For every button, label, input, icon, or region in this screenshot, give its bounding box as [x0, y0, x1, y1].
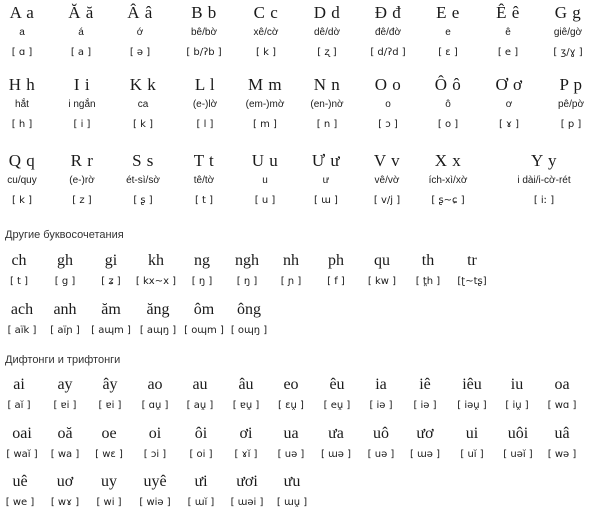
- letter: Ư ư: [311, 151, 341, 170]
- letter: X x: [434, 151, 462, 170]
- diphthong: uôi: [507, 425, 529, 442]
- letter-cell: [418, 150, 478, 208]
- letter-ipa: [ o ]: [437, 119, 459, 130]
- diphthong-cell: [2, 472, 38, 510]
- alphabet-row-1: [0, 2, 591, 72]
- diphthong: ươ: [416, 425, 434, 442]
- combinations-row-1: [0, 251, 591, 295]
- diphthong-ipa: [ ɛṷ ]: [278, 400, 304, 411]
- combination-cell: [134, 251, 178, 289]
- letter-name: (e-)rờ: [69, 175, 95, 186]
- letter-cell: [51, 2, 111, 60]
- letter-cell: [478, 2, 538, 60]
- letter-cell: [52, 74, 112, 132]
- letter-ipa: [ m ]: [253, 119, 277, 130]
- combination-ipa: [ t ]: [9, 276, 29, 287]
- diphthong-ipa: [ wɛ ]: [95, 449, 123, 460]
- combination-cell: [44, 300, 86, 338]
- diphthong-ipa: [ ɔi ]: [143, 449, 167, 460]
- combination: gh: [57, 252, 73, 269]
- letter-name: cu/quy: [7, 175, 37, 186]
- combination: anh: [53, 301, 77, 318]
- diphthong-cell: [542, 375, 582, 413]
- diphthong: ui: [465, 425, 479, 442]
- diphthong: ôi: [194, 425, 208, 442]
- letter: Ê ê: [496, 3, 520, 22]
- letter-ipa: [ z ]: [72, 195, 92, 206]
- diphthong: ưu: [283, 473, 301, 490]
- diphthong: eo: [283, 376, 299, 393]
- diphthong: oi: [148, 425, 162, 442]
- letter-ipa: [ n ]: [316, 119, 338, 130]
- diphthong-ipa: [ oi ]: [189, 449, 213, 460]
- alphabet-row-3: [0, 150, 591, 220]
- diphthong-cell: [316, 424, 356, 462]
- combination-ipa: [ aïk ]: [7, 325, 37, 336]
- letter-ipa: [ ʂ ]: [133, 195, 153, 206]
- letter-cell: [235, 74, 295, 132]
- diphthong: ươi: [236, 473, 258, 490]
- diphthong-cell: [136, 424, 174, 462]
- letter-ipa: [ ʐ ]: [317, 47, 337, 58]
- diphthong: oai: [12, 425, 32, 442]
- letter-cell: [113, 150, 173, 208]
- letter-ipa: [ ʒ/ɣ ]: [553, 47, 583, 58]
- diphthong: iêu: [462, 376, 482, 393]
- letter-cell: [358, 74, 418, 132]
- diphthong-ipa: [ uĭ ]: [460, 449, 484, 460]
- combination-cell: [134, 300, 182, 338]
- letter-name: á: [78, 27, 84, 38]
- letter-ipa: [ ɯ ]: [314, 195, 338, 206]
- diphthong-cell: [542, 424, 582, 462]
- combination-ipa: [ kw ]: [367, 276, 397, 287]
- diphthong-cell: [92, 375, 128, 413]
- letter-ipa: [ p ]: [560, 119, 582, 130]
- diphthong-cell: [498, 375, 536, 413]
- letter-ipa: [ i ]: [73, 119, 91, 130]
- diphthong: ia: [375, 376, 387, 393]
- letter-name: i ngắn: [68, 99, 96, 110]
- diphthong-cell: [361, 424, 401, 462]
- letter-cell: [52, 150, 112, 208]
- diphthong: ây: [102, 376, 118, 393]
- combination-ipa: [ ŋ ]: [191, 276, 213, 287]
- letter-cell: [236, 2, 296, 60]
- letter-name: ét-sì/sờ: [126, 175, 160, 186]
- diphthong-cell: [318, 375, 356, 413]
- combination: qu: [374, 252, 390, 269]
- letter-cell: [358, 2, 418, 60]
- letter-name: ích-xì/xờ: [428, 175, 468, 186]
- letter-name: (e-)lờ: [192, 99, 218, 110]
- letter-name: u: [262, 175, 268, 186]
- diphthong-cell: [452, 424, 492, 462]
- combination: ăng: [146, 301, 170, 318]
- combination-ipa: [ ʑ ]: [101, 276, 121, 287]
- diphthong-cell: [405, 424, 445, 462]
- diphthong-ipa: [ iə ]: [369, 400, 393, 411]
- diphthong: oă: [57, 425, 73, 442]
- diphthong-ipa: [ ɯṷ ]: [276, 497, 308, 508]
- letter-name: o: [385, 99, 391, 110]
- letter-cell: [113, 74, 173, 132]
- letter-name: dê/dờ: [313, 27, 341, 38]
- diphthong: oe: [101, 425, 117, 442]
- letter-ipa: [ ə ]: [129, 47, 151, 58]
- combination-ipa: [ f ]: [327, 276, 345, 287]
- combination-ipa: [ aɰŋ ]: [139, 325, 177, 336]
- combination: ch: [11, 252, 27, 269]
- diphthongs-row-1: [0, 375, 591, 419]
- diphthongs-heading: Дифтонги и трифтонги: [5, 354, 121, 366]
- diphthong-cell: [2, 375, 36, 413]
- combination: ôm: [193, 301, 215, 318]
- letter-ipa: [ b/ʔb ]: [186, 47, 222, 58]
- letter: Ơ ơ: [495, 75, 523, 94]
- letter: E e: [436, 3, 460, 22]
- letter: Â â: [127, 3, 153, 22]
- diphthong: ao: [147, 376, 163, 393]
- diphthong-ipa: [ ɐi ]: [98, 400, 122, 411]
- diphthong: uô: [373, 425, 389, 442]
- letter-ipa: [ k ]: [256, 47, 276, 58]
- diphthong-ipa: [ ɯəi ]: [230, 497, 264, 508]
- combination-ipa: [ t̪h ]: [415, 276, 441, 287]
- combination: ach: [10, 301, 34, 318]
- diphthong: âu: [238, 376, 254, 393]
- diphthong-ipa: [ waĭ ]: [6, 449, 38, 460]
- diphthong-cell: [406, 375, 444, 413]
- letter-name: ớ: [136, 27, 144, 38]
- diphthong-cell: [2, 424, 42, 462]
- letter-ipa: [ k ]: [133, 119, 153, 130]
- diphthong: uyê: [143, 473, 167, 490]
- diphthong-ipa: [ aĭ ]: [7, 400, 31, 411]
- letter-ipa: [ v/j ]: [373, 195, 401, 206]
- letter-cell: [418, 2, 478, 60]
- alphabet-row-2: [0, 74, 591, 144]
- diphthong: au: [192, 376, 208, 393]
- diphthong-ipa: [ eṷ ]: [323, 400, 351, 411]
- letter-name: hắt: [15, 99, 29, 110]
- diphthong-cell: [136, 375, 174, 413]
- diphthong-ipa: [ uə ]: [277, 449, 305, 460]
- diphthong-cell: [182, 424, 220, 462]
- diphthong-cell: [272, 424, 310, 462]
- letter: Ă ă: [68, 3, 94, 22]
- diphthong-ipa: [ wi ]: [96, 497, 122, 508]
- letter-name: tê/tờ: [193, 175, 215, 186]
- diphthong: ơi: [239, 425, 253, 442]
- letter-name: (em-)mờ: [245, 99, 285, 110]
- letter-ipa: [ e ]: [497, 47, 519, 58]
- combination: gi: [104, 252, 118, 269]
- letter-name: vê/vờ: [374, 175, 400, 186]
- diphthong: uy: [101, 473, 117, 490]
- combination-ipa: [ oɰm ]: [184, 325, 224, 336]
- combination-cell: [46, 251, 84, 289]
- diphthong-cell: [134, 472, 176, 510]
- combination-cell: [226, 251, 268, 289]
- diphthong-ipa: [ iəṷ ]: [457, 400, 487, 411]
- diphthong: ua: [283, 425, 299, 442]
- letter-cell: [297, 74, 357, 132]
- combination-ipa: [ ɲ ]: [280, 276, 302, 287]
- letter: D d: [313, 3, 341, 22]
- letter-name: ư: [322, 175, 330, 186]
- combinations-row-2: [0, 300, 591, 344]
- combination-ipa: [ aïɲ ]: [50, 325, 80, 336]
- diphthong-ipa: [ we ]: [5, 497, 35, 508]
- diphthong-ipa: [ uə ]: [367, 449, 395, 460]
- letter: L l: [194, 75, 216, 94]
- diphthong: ưa: [328, 425, 344, 442]
- combination-cell: [88, 300, 134, 338]
- diphthong: ai: [13, 376, 25, 393]
- letter-cell: [538, 2, 591, 60]
- diphthong: êu: [329, 376, 345, 393]
- diphthong: uơ: [56, 473, 74, 490]
- combination-cell: [450, 251, 494, 289]
- letter-ipa: [ h ]: [11, 119, 33, 130]
- combinations-heading: Другие буквосочетания: [5, 229, 124, 241]
- letter-cell: [541, 74, 591, 132]
- letter: C c: [253, 3, 279, 22]
- letter: Đ đ: [374, 3, 402, 22]
- letter-ipa: [ ɛ ]: [438, 47, 458, 58]
- letter-name: ê: [505, 27, 511, 38]
- combination-ipa: [ kx~x ]: [135, 276, 177, 287]
- combination: ăm: [101, 301, 121, 318]
- diphthong-ipa: [ wɤ ]: [50, 497, 80, 508]
- diphthongs-row-3: [0, 472, 591, 516]
- letter: T t: [193, 151, 215, 170]
- letter-cell: [0, 2, 52, 60]
- letter: K k: [129, 75, 157, 94]
- combination-cell: [408, 251, 448, 289]
- diphthongs-row-2: [0, 424, 591, 468]
- combination-ipa: [ aɰm ]: [91, 325, 131, 336]
- combination-ipa: [ g ]: [54, 276, 76, 287]
- letter-cell: [296, 150, 356, 208]
- combination-cell: [2, 300, 42, 338]
- letter-ipa: [ a ]: [70, 47, 92, 58]
- combination-cell: [182, 251, 222, 289]
- letter: R r: [70, 151, 94, 170]
- letter-name: giê/gờ: [553, 27, 583, 38]
- combination-cell: [2, 251, 36, 289]
- diphthong-cell: [47, 424, 83, 462]
- letter-name: e: [445, 27, 451, 38]
- letter-cell: [174, 150, 234, 208]
- diphthong-ipa: [ ɑṷ ]: [141, 400, 169, 411]
- letter-ipa: [ iː ]: [533, 195, 555, 206]
- combination-ipa: [ʈ~tʂ]: [457, 276, 487, 287]
- diphthong: oa: [554, 376, 570, 393]
- diphthong-cell: [227, 375, 265, 413]
- diphthong: uê: [12, 473, 28, 490]
- combination: ngh: [235, 252, 259, 269]
- letter: U u: [251, 151, 279, 170]
- letter-name: ca: [137, 99, 149, 110]
- letter: G g: [554, 3, 582, 22]
- letter: O o: [374, 75, 402, 94]
- diphthong-cell: [227, 424, 265, 462]
- diphthong-cell: [450, 375, 494, 413]
- letter-ipa: [ u ]: [254, 195, 276, 206]
- diphthong-ipa: [ ɯə ]: [409, 449, 441, 460]
- diphthong-cell: [270, 472, 314, 510]
- combination: ph: [328, 252, 344, 269]
- diphthong-ipa: [ uəĭ ]: [503, 449, 533, 460]
- letter: H h: [8, 75, 36, 94]
- letter-cell: [357, 150, 417, 208]
- letter: B b: [191, 3, 217, 22]
- diphthong-cell: [90, 472, 128, 510]
- letter: M m: [247, 75, 283, 94]
- letter: P p: [559, 75, 583, 94]
- letter-cell: [235, 150, 295, 208]
- diphthong-ipa: [ aṷ ]: [186, 400, 214, 411]
- diphthong: uâ: [554, 425, 570, 442]
- letter-ipa: [ ɑ ]: [11, 47, 33, 58]
- combination: kh: [148, 252, 164, 269]
- diphthong-cell: [181, 375, 219, 413]
- letter-name: xê/cờ: [253, 27, 279, 38]
- combination-cell: [94, 251, 128, 289]
- diphthong-ipa: [ ɯə ]: [320, 449, 352, 460]
- letter-cell: [479, 74, 539, 132]
- letter-ipa: [ d/ʔd ]: [370, 47, 406, 58]
- diphthong-ipa: [ wiə ]: [139, 497, 171, 508]
- diphthong-ipa: [ ɐi ]: [53, 400, 77, 411]
- diphthong-ipa: [ wə ]: [547, 449, 577, 460]
- diphthong-cell: [272, 375, 310, 413]
- diphthong: iu: [510, 376, 524, 393]
- letter: Q q: [8, 151, 36, 170]
- letter-cell: [110, 2, 170, 60]
- combination-cell: [180, 300, 228, 338]
- letter-name: pê/pờ: [557, 99, 585, 110]
- letter-name: i dài/i-cờ-rét: [517, 175, 571, 186]
- combination-ipa: [ ŋ ]: [236, 276, 258, 287]
- letter: Ô ô: [434, 75, 462, 94]
- letter-name: đê/đờ: [374, 27, 402, 38]
- letter-ipa: [ ɔ ]: [378, 119, 398, 130]
- diphthong-cell: [47, 375, 83, 413]
- letter-ipa: [ t ]: [194, 195, 214, 206]
- letter-cell: [0, 150, 52, 208]
- diphthong: ưi: [194, 473, 208, 490]
- letter: S s: [132, 151, 154, 170]
- letter-ipa: [ ʂ~ɕ ]: [431, 195, 465, 206]
- combination: th: [421, 252, 435, 269]
- letter: N n: [313, 75, 341, 94]
- letter: V v: [373, 151, 401, 170]
- letter-name: ơ: [505, 99, 513, 110]
- diphthong-cell: [46, 472, 84, 510]
- diphthong: ay: [57, 376, 73, 393]
- combination-cell: [317, 251, 355, 289]
- letter: Y y: [531, 151, 557, 170]
- diphthong-cell: [90, 424, 128, 462]
- letter-name: (en-)nờ: [310, 99, 344, 110]
- letter-name: a: [19, 27, 25, 38]
- letter-ipa: [ l ]: [196, 119, 214, 130]
- letter-cell: [504, 150, 584, 208]
- combination: tr: [467, 252, 477, 269]
- letter-ipa: [ ɤ ]: [498, 119, 520, 130]
- combination: ông: [237, 301, 261, 318]
- diphthong-cell: [224, 472, 270, 510]
- diphthong-ipa: [ iə ]: [413, 400, 437, 411]
- diphthong-ipa: [ iṷ ]: [505, 400, 529, 411]
- diphthong-ipa: [ wa ]: [50, 449, 80, 460]
- letter-cell: [297, 2, 357, 60]
- combination: nh: [283, 252, 299, 269]
- diphthong-cell: [362, 375, 400, 413]
- letter-cell: [0, 74, 52, 132]
- diphthong-ipa: [ ɐṷ ]: [232, 400, 260, 411]
- diphthong-ipa: [ wɑ ]: [547, 400, 577, 411]
- diphthong: iê: [419, 376, 431, 393]
- combination: ng: [194, 252, 210, 269]
- letter: A a: [9, 3, 35, 22]
- combination-cell: [272, 251, 310, 289]
- letter-cell: [174, 2, 234, 60]
- letter: I i: [73, 75, 91, 94]
- letter-cell: [418, 74, 478, 132]
- combination-cell: [226, 300, 272, 338]
- diphthong-ipa: [ ɯĭ ]: [187, 497, 215, 508]
- combination-ipa: [ oɰŋ ]: [230, 325, 268, 336]
- letter-name: bê/bờ: [190, 27, 218, 38]
- diphthong-cell: [496, 424, 540, 462]
- diphthong-cell: [182, 472, 220, 510]
- letter-cell: [175, 74, 235, 132]
- letter-ipa: [ k ]: [12, 195, 32, 206]
- combination-cell: [360, 251, 404, 289]
- diphthong-ipa: [ ɤĭ ]: [234, 449, 258, 460]
- letter-name: ô: [445, 99, 451, 110]
